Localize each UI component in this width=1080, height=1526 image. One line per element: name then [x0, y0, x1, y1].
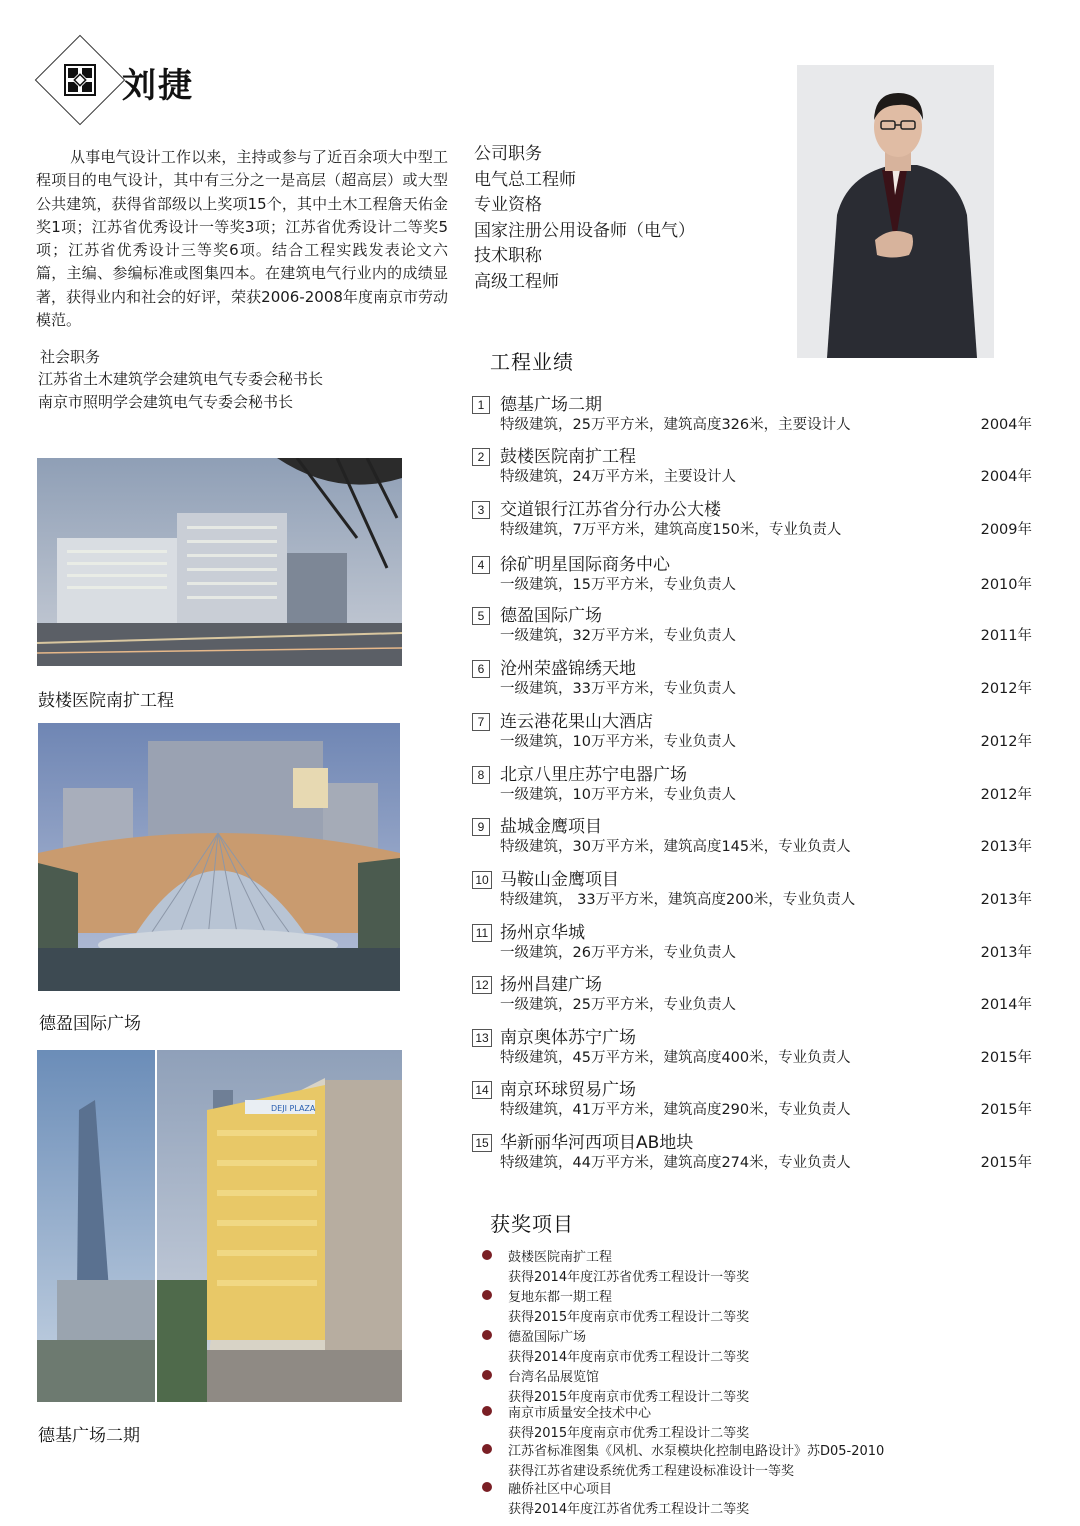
project-name: 鼓楼医院南扩工程	[500, 447, 636, 467]
award-name: 台湾名品展览馆	[508, 1370, 600, 1385]
bullet-dot-icon	[482, 1482, 492, 1492]
project-year: 2015年	[980, 1102, 1032, 1118]
award-desc: 获得2014年度江苏省优秀工程设计二等奖	[508, 1502, 750, 1517]
project-row	[472, 707, 1032, 757]
project-name: 南京环球贸易广场	[500, 1080, 636, 1100]
award-desc: 获得2015年度南京市优秀工程设计二等奖	[508, 1310, 750, 1325]
project-detail: 特级建筑，41万平方米，建筑高度290米，专业负责人	[500, 1102, 851, 1118]
person-name: 刘捷	[122, 66, 194, 106]
project-number: 11	[472, 924, 492, 942]
project-detail: 特级建筑，24万平方米，主要设计人	[500, 469, 736, 485]
project-name: 扬州昌建广场	[500, 975, 602, 995]
project-year: 2015年	[980, 1155, 1032, 1171]
project-detail: 一级建筑，25万平方米，专业负责人	[500, 997, 736, 1013]
project-name: 交道银行江苏省分行办公大楼	[500, 500, 721, 520]
project-detail: 一级建筑，26万平方米，专业负责人	[500, 945, 736, 961]
project-row	[472, 442, 1032, 492]
project-row	[472, 812, 1032, 862]
photo-caption: 鼓楼医院南扩工程	[38, 691, 174, 711]
award-desc: 获得2015年度南京市优秀工程设计二等奖	[508, 1390, 750, 1405]
award-desc: 获得2015年度南京市优秀工程设计二等奖	[508, 1426, 750, 1441]
project-row	[472, 1023, 1032, 1073]
project-detail: 一级建筑，32万平方米，专业负责人	[500, 628, 736, 644]
project-name: 马鞍山金鹰项目	[500, 870, 619, 890]
profile-value: 电气总工程师	[474, 169, 576, 190]
project-number: 12	[472, 976, 492, 994]
award-name: 南京市质量安全技术中心	[508, 1406, 652, 1421]
photo-caption: 德基广场二期	[38, 1426, 140, 1446]
logo-icon	[64, 64, 96, 96]
social-item: 江苏省土木建筑学会建筑电气专委会秘书长	[38, 370, 324, 388]
project-year: 2012年	[980, 787, 1032, 803]
bullet-dot-icon	[482, 1330, 492, 1340]
bullet-dot-icon	[482, 1250, 492, 1260]
project-name: 德基广场二期	[500, 395, 602, 415]
profile-value: 国家注册公用设备师（电气）	[474, 220, 695, 241]
project-detail: 特级建筑，44万平方米，建筑高度274米，专业负责人	[500, 1155, 851, 1171]
social-list	[38, 368, 323, 414]
project-year: 2011年	[980, 628, 1032, 644]
project-detail: 特级建筑，7万平方米，建筑高度150米，专业负责人	[500, 522, 842, 538]
profile-label: 专业资格	[474, 195, 542, 215]
project-name: 盐城金鹰项目	[500, 817, 602, 837]
project-name: 南京奥体苏宁广场	[500, 1028, 636, 1048]
project-detail: 一级建筑，10万平方米，专业负责人	[500, 787, 736, 803]
project-detail: 一级建筑，15万平方米，专业负责人	[500, 577, 736, 593]
project-row	[472, 390, 1032, 440]
award-desc: 获得江苏省建设系统优秀工程建设标准设计一等奖	[508, 1464, 795, 1479]
project-number: 6	[472, 660, 490, 678]
profile-block	[474, 142, 695, 295]
project-year: 2009年	[980, 522, 1032, 538]
project-detail: 特级建筑，30万平方米，建筑高度145米，专业负责人	[500, 839, 851, 855]
award-name: 鼓楼医院南扩工程	[508, 1250, 613, 1265]
project-number: 8	[472, 766, 490, 784]
bullet-dot-icon	[482, 1444, 492, 1454]
awards-title: 获奖项目	[490, 1212, 574, 1236]
project-year: 2010年	[980, 577, 1032, 593]
photo-deji-plaza	[37, 1050, 402, 1402]
social-title: 社会职务	[40, 348, 101, 366]
portrait-photo	[797, 65, 994, 358]
project-number: 13	[472, 1029, 492, 1047]
project-row	[472, 970, 1032, 1020]
project-number: 2	[472, 448, 490, 466]
profile-label: 公司职务	[474, 144, 542, 164]
award-name: 融侨社区中心项目	[508, 1482, 613, 1497]
project-year: 2004年	[980, 469, 1032, 485]
award-name: 复地东都一期工程	[508, 1290, 613, 1305]
project-row	[472, 760, 1032, 810]
project-number: 1	[472, 396, 490, 414]
project-number: 15	[472, 1134, 492, 1152]
project-name: 扬州京华城	[500, 923, 585, 943]
social-item: 南京市照明学会建筑电气专委会秘书长	[38, 393, 294, 411]
project-name: 德盈国际广场	[500, 606, 602, 626]
project-name: 华新丽华河西项目AB地块	[500, 1133, 694, 1153]
project-row	[472, 918, 1032, 968]
photo-hospital	[37, 458, 402, 666]
project-year: 2013年	[980, 839, 1032, 855]
project-number: 14	[472, 1081, 492, 1099]
photo-mall	[38, 723, 400, 991]
project-year: 2004年	[980, 417, 1032, 433]
project-row	[472, 495, 1032, 545]
project-number: 4	[472, 556, 490, 574]
profile-value: 高级工程师	[474, 271, 559, 292]
profile-label: 技术职称	[474, 246, 542, 266]
project-detail: 特级建筑， 33万平方米，建筑高度200米，专业负责人	[500, 892, 856, 908]
project-name: 连云港花果山大酒店	[500, 712, 653, 732]
project-year: 2013年	[980, 892, 1032, 908]
photo-caption: 德盈国际广场	[39, 1014, 141, 1034]
project-name: 徐矿明星国际商务中心	[500, 555, 670, 575]
project-row	[472, 601, 1032, 651]
award-name: 江苏省标准图集《风机、水泵模块化控制电路设计》苏D05-2010	[508, 1444, 885, 1459]
award-desc: 获得2014年度江苏省优秀工程设计一等奖	[508, 1270, 750, 1285]
projects-title: 工程业绩	[490, 350, 574, 374]
project-number: 7	[472, 713, 490, 731]
sign-text: DEJI PLAZA	[271, 1104, 316, 1113]
project-year: 2012年	[980, 734, 1032, 750]
project-row	[472, 654, 1032, 704]
bullet-dot-icon	[482, 1290, 492, 1300]
project-year: 2015年	[980, 1050, 1032, 1066]
project-row	[472, 1075, 1032, 1125]
project-number: 10	[472, 871, 492, 889]
project-number: 9	[472, 818, 490, 836]
project-year: 2012年	[980, 681, 1032, 697]
bullet-dot-icon	[482, 1406, 492, 1416]
bullet-dot-icon	[482, 1370, 492, 1380]
project-year: 2013年	[980, 945, 1032, 961]
project-detail: 特级建筑，45万平方米，建筑高度400米，专业负责人	[500, 1050, 851, 1066]
project-name: 沧州荣盛锦绣天地	[500, 659, 636, 679]
project-row	[472, 1128, 1032, 1178]
award-desc: 获得2014年度南京市优秀工程设计二等奖	[508, 1350, 750, 1365]
project-number: 3	[472, 501, 490, 519]
project-year: 2014年	[980, 997, 1032, 1013]
project-row	[472, 865, 1032, 915]
project-detail: 特级建筑，25万平方米，建筑高度326米，主要设计人	[500, 417, 851, 433]
bio-text: 从事电气设计工作以来，主持或参与了近百余项大中型工程项目的电气设计，其中有三分之一是高层（超高层）或大型公共建筑，获得省部级以上奖项15个，其中土木工程詹天佑金奖1项；江苏省优秀设计一等奖3项；江苏省优秀设计二等奖5项；江苏省优秀设计三等奖6项。结合工程实践发表论文六篇，主编、参编标准或图集四本。在建筑电气行业内的成绩显著，获得业内和社会的好评，荣获2006-2008年度南京市劳动模范。	[36, 148, 448, 330]
project-detail: 一级建筑，10万平方米，专业负责人	[500, 734, 736, 750]
project-name: 北京八里庄苏宁电器广场	[500, 765, 687, 785]
project-row	[472, 550, 1032, 600]
bio-paragraph	[36, 146, 448, 332]
project-number: 5	[472, 607, 490, 625]
award-name: 德盈国际广场	[508, 1330, 587, 1345]
project-detail: 一级建筑，33万平方米，专业负责人	[500, 681, 736, 697]
